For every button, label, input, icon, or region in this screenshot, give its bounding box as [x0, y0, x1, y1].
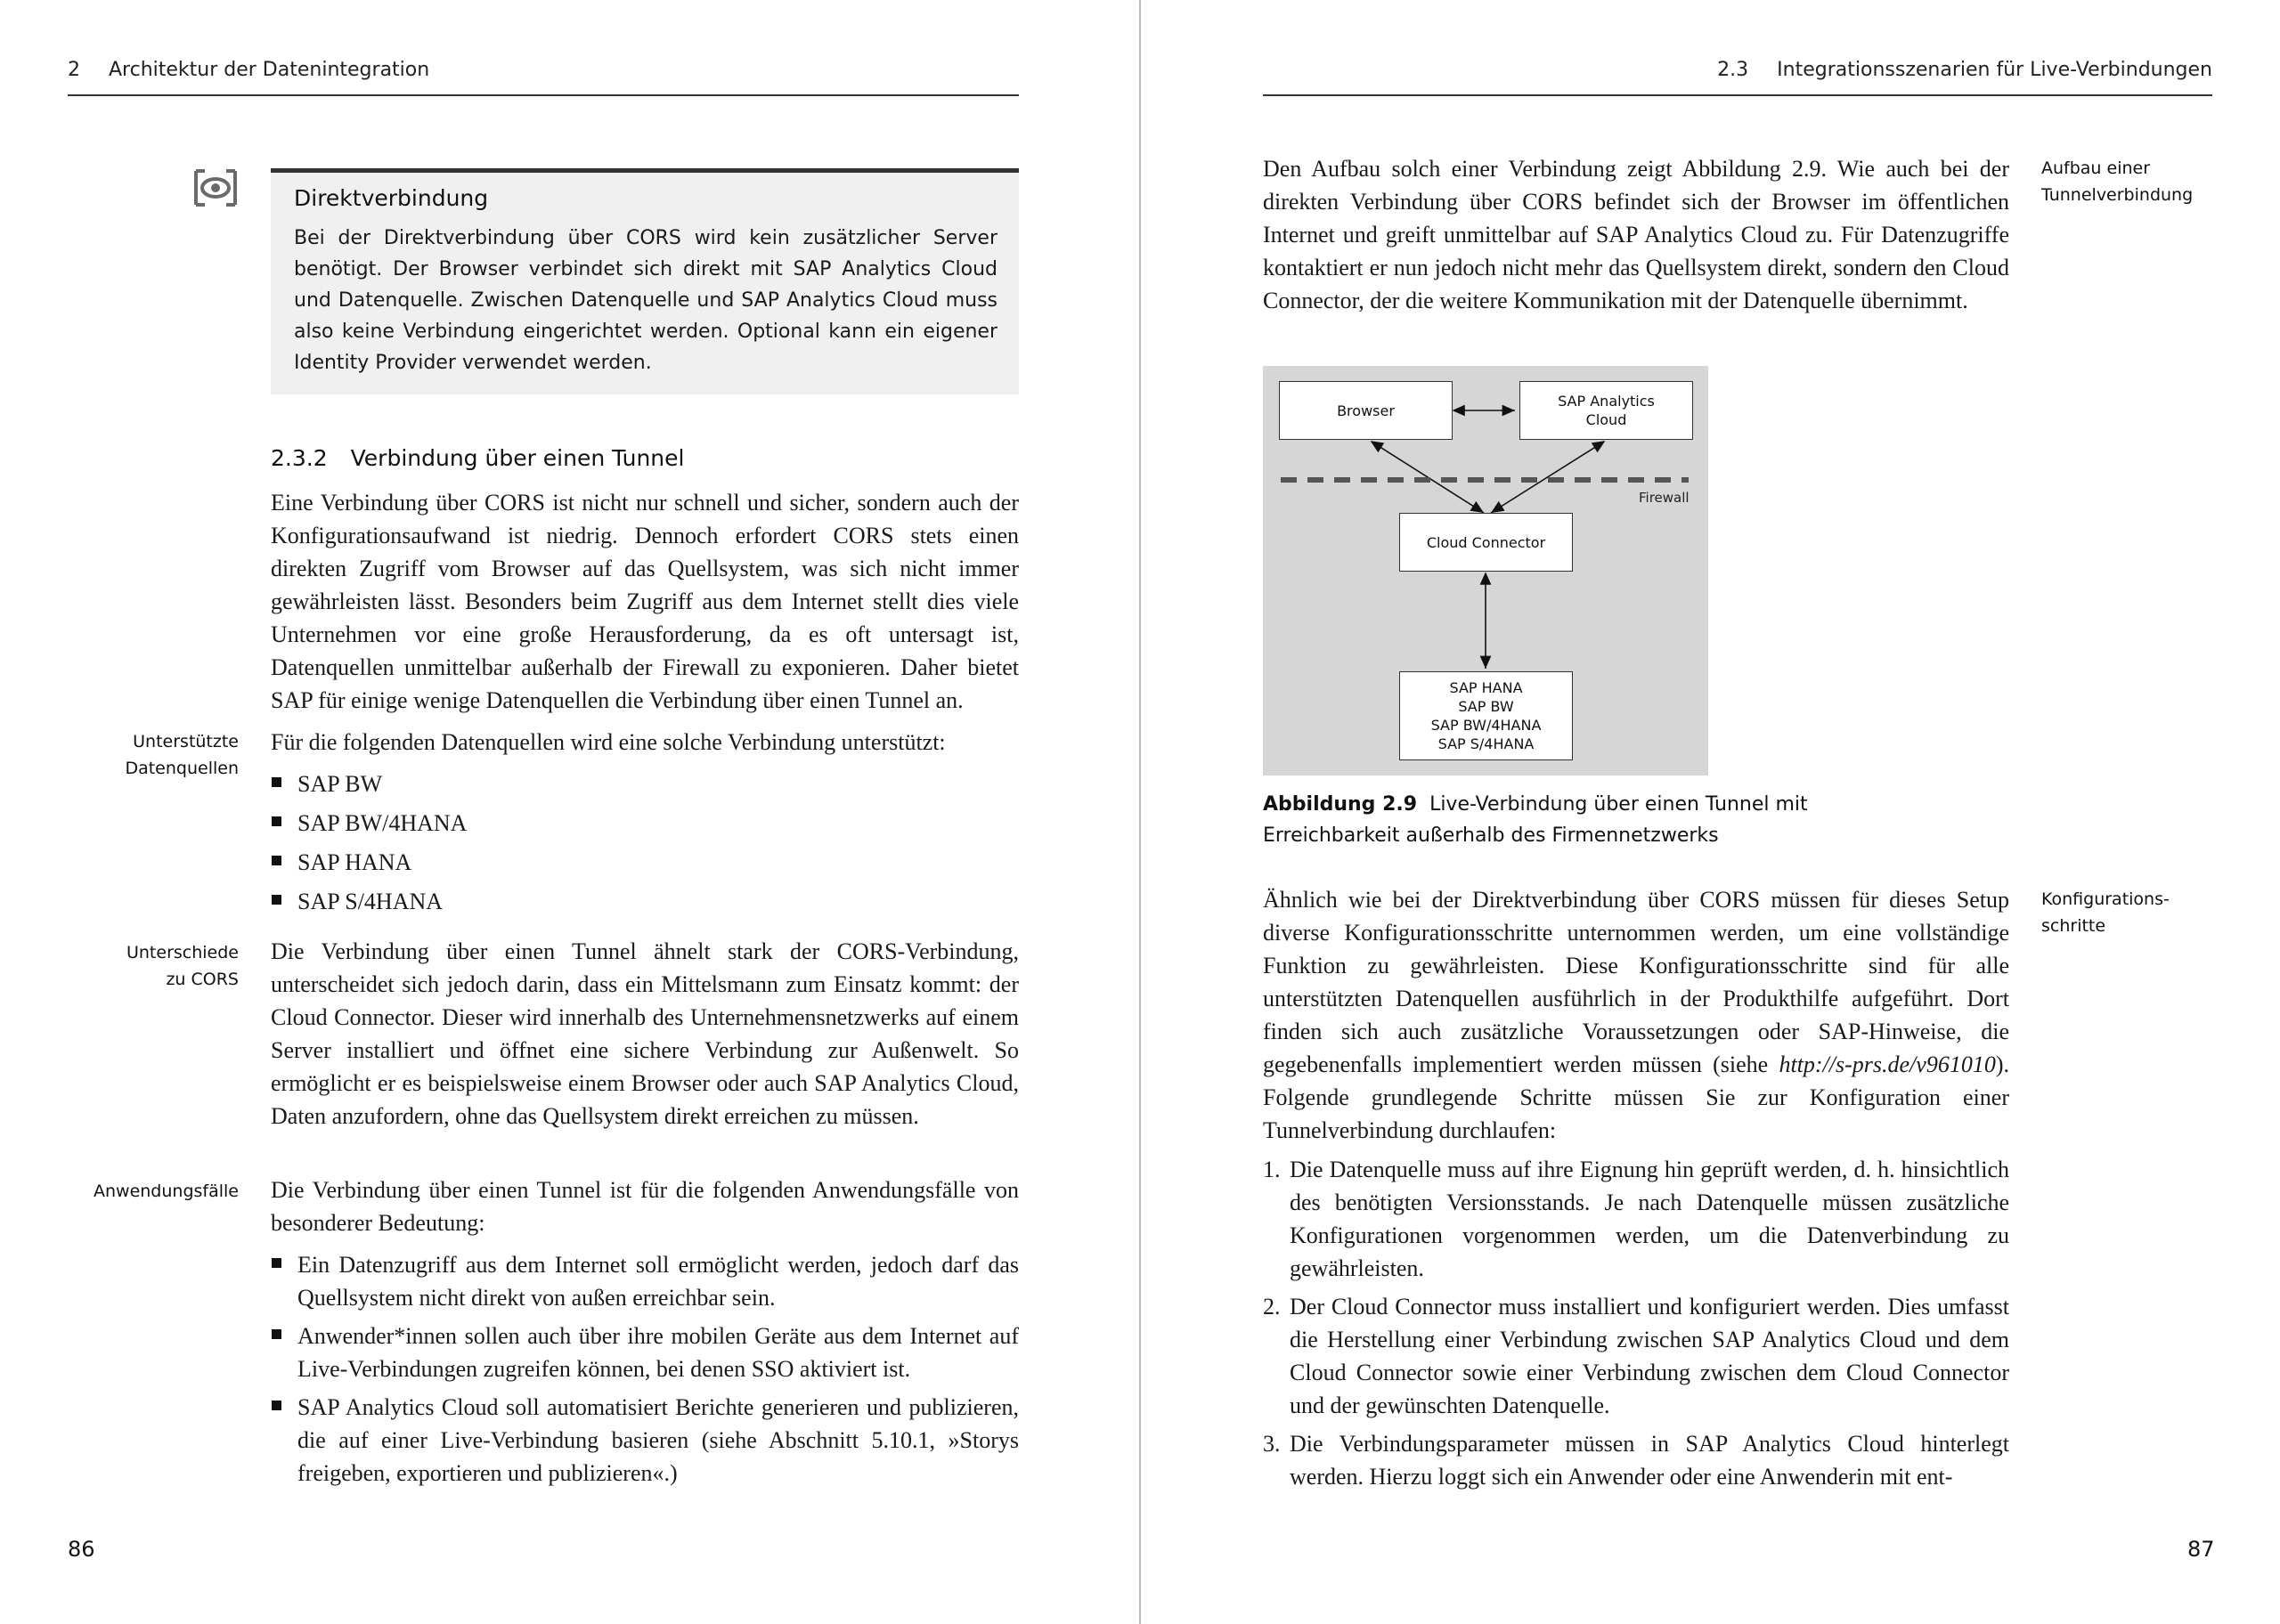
- margin-note-anwendungsfaelle: Anwendungsfälle: [94, 1181, 239, 1201]
- list-item: Die Verbindungsparameter müssen in SAP Analytics Cloud hinterlegt werden. Hierzu loggt sich ein Anwender oder eine Anwenderin mit ent-: [1290, 1431, 2009, 1490]
- page-number-right: 87: [2187, 1537, 2215, 1562]
- info-box-text: Bei der Direktverbindung über CORS wird kein zusätzlicher Server benötigt. Der Browser verbindet sich direkt mit SAP Analytics Cloud und Datenquelle. Zwischen Datenquelle und SAP Analytics Cloud muss also keine Verbindung eingerichtet werden. Optional kann ein eigener Identity Provider verwendet werden.: [294, 227, 998, 374]
- bullet-icon: [272, 816, 281, 826]
- section-title: Verbindung über einen Tunnel: [350, 445, 685, 471]
- chapter-title: Architektur der Datenintegration: [109, 59, 430, 81]
- step-number: 3.: [1263, 1431, 1281, 1457]
- page-number-left: 86: [68, 1537, 95, 1562]
- paragraph: Eine Verbindung über CORS ist nicht nur schnell und sicher, sondern auch der Konfigurationsaufwand ist niedrig. Dennoch erfordert CORS stets einen direkten Zugriff vom Browser auf das Quellsystem, was sich nicht immer gewährleisten lässt. Besonders beim Zugriff aus dem Internet stellt dies viele Unternehmen vor eine große Herausforderung, da es oft untersagt ist, Datenquellen unmittelbar außerhalb der Firewall zu exponieren. Daher bietet SAP für einige wenige Datenquellen die Verbindung über einen Tunnel an.: [271, 490, 1019, 713]
- header-rule: [68, 94, 1019, 96]
- running-head-right: [1717, 59, 2212, 81]
- margin-note-konfiguration: Konfigurations- schritte: [2041, 889, 2170, 936]
- reference-link[interactable]: http://s-prs.de/v961010: [1779, 1052, 1996, 1077]
- margin-note-cors: Unterschiede zu CORS: [126, 943, 239, 989]
- bullet-icon: [272, 1329, 281, 1339]
- paragraph: Die Verbindung über einen Tunnel ist für die folgenden Anwendungsfälle von besonderer Bedeutung:: [271, 1177, 1019, 1236]
- list-item: Anwender*innen sollen auch über ihre mobilen Geräte aus dem Internet auf Live-Verbindungen zugreifen können, bei denen SSO aktiviert ist.: [297, 1323, 1019, 1382]
- firewall-label: Firewall: [1639, 490, 1690, 506]
- paragraph: Den Aufbau solch einer Verbindung zeigt Abbildung 2.9. Wie auch bei der direkten Verbindung über CORS befindet sich der Browser im öffentlichen Internet und greift unmittelbar auf SAP Analytics Cloud zu. Für Datenzugriffe kontaktiert er nun jedoch nicht mehr das Quellsystem direkt, sondern den Cloud Connector, der die weitere Kommunikation mit der Datenquelle übernimmt.: [1263, 156, 2009, 313]
- step-number: 1.: [1263, 1157, 1281, 1182]
- margin-note-tunnel: Aufbau einer Tunnelverbindung: [2041, 158, 2194, 205]
- bullet-icon: [272, 1258, 281, 1268]
- info-box: [271, 168, 1019, 394]
- paragraph: Ähnlich wie bei der Direktverbindung über CORS müssen für dieses Setup diverse Konfigurationsschritte unternommen werden, um eine vollständige Funktion zu gewährleisten. Diese Konfigurationsschritte sind für alle unterstützten Datenquellen ausführlich in der Produkthilfe aufgeführt. Dort finden sich auch zusätzliche Voraussetzungen oder SAP-Hinweise, die gegebenenfalls implementiert werden müssen (siehe http://s-prs.de/v961010). Folgende grundlegende Schritte müssen Sie zur Konfiguration einer Tunnelverbindung durchlaufen:: [1263, 887, 2009, 1143]
- running-head-left: [68, 59, 429, 81]
- section-number: 2.3: [1717, 59, 1749, 81]
- browser-node: Browser: [1279, 381, 1453, 440]
- list-item: SAP BW: [297, 771, 383, 797]
- sac-node: SAP Analytics Cloud: [1519, 381, 1693, 440]
- paragraph: Für die folgenden Datenquellen wird eine solche Verbindung unterstützt:: [271, 729, 946, 755]
- list-item: Ein Datenzugriff aus dem Internet soll ermöglicht werden, jedoch darf das Quellsystem nicht direkt von außen erreichbar sein.: [297, 1252, 1019, 1311]
- figure-caption: Abbildung 2.9 Live-Verbindung über einen Tunnel mit Erreichbarkeit außerhalb des Firmennetzwerks: [1263, 793, 1808, 847]
- info-box-title: Direktverbindung: [294, 185, 489, 211]
- step-number: 2.: [1263, 1294, 1281, 1320]
- list-item: SAP HANA: [297, 849, 412, 875]
- list-item: SAP S/4HANA: [297, 889, 444, 914]
- section-title: Integrationsszenarien für Live-Verbindungen: [1777, 59, 2212, 81]
- margin-note-datenquellen: Unterstützte Datenquellen: [125, 732, 239, 778]
- bullet-icon: [272, 856, 281, 865]
- section-heading: [271, 445, 684, 471]
- paragraph: Die Verbindung über einen Tunnel ähnelt stark der CORS-Verbindung, unterscheidet sich jedoch darin, dass ein Mittelsmann zum Einsatz kommt: der Cloud Connector. Dieser wird innerhalb des Unternehmensnetzwerks auf einem Server installiert und öffnet eine sichere Verbindung zur Außenwelt. So ermöglicht er es beispielsweise einem Browser oder auch SAP Analytics Cloud, Daten anzufordern, ohne das Quellsystem direkt erreichen zu müssen.: [271, 938, 1019, 1129]
- list-item: SAP BW/4HANA: [297, 810, 468, 836]
- caption-label: Abbildung 2.9: [1263, 793, 1418, 816]
- list-item: Der Cloud Connector muss installiert und konfiguriert werden. Dies umfasst die Herstellung einer Verbindung zwischen SAP Analytics Cloud und dem Cloud Connector sowie einer Verbindung zwischen dem Cloud Connector und der gewünschten Datenquelle.: [1290, 1294, 2009, 1418]
- eye-icon: [194, 169, 237, 207]
- bullet-icon: [272, 895, 281, 905]
- section-number: 2.3.2: [271, 445, 328, 471]
- list-item: SAP Analytics Cloud soll automatisiert Berichte generieren und publizieren, die auf einer Live-Verbindung basieren (siehe Abschnitt 5.10.1, »Storys freigeben, exportieren und publizieren«.): [297, 1394, 1019, 1486]
- tunnel-diagram: [1263, 366, 1708, 775]
- chapter-number: 2: [68, 59, 80, 81]
- data-sources-node: SAP HANA SAP BW SAP BW/4HANA SAP S/4HANA: [1399, 671, 1573, 760]
- bullet-icon: [272, 1401, 281, 1410]
- left-page: [0, 0, 1139, 1624]
- header-rule: [1263, 94, 2212, 96]
- list-item: Die Datenquelle muss auf ihre Eignung hin geprüft werden, d. h. hinsichtlich des benötigten Versionsstands. Je nach Datenquelle müssen zusätzliche Konfigurationen vorgenommen werden, um die Datenverbindung zu gewährleisten.: [1290, 1157, 2009, 1281]
- bullet-icon: [272, 777, 281, 787]
- cloud-connector-node: Cloud Connector: [1399, 513, 1573, 572]
